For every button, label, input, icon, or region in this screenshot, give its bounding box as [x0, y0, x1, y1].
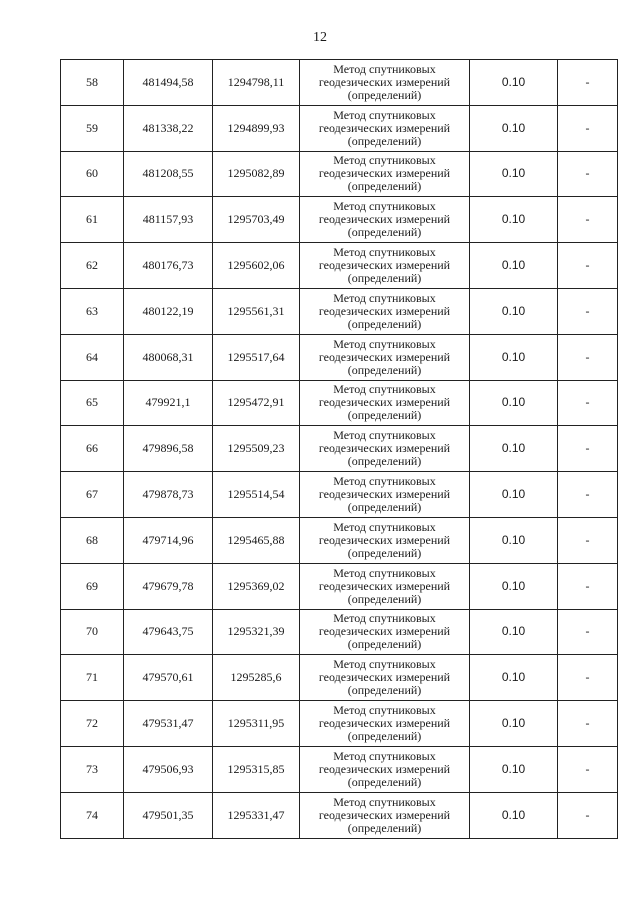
- y-coordinate-cell: 1295311,95: [213, 701, 300, 747]
- extra-cell: -: [558, 701, 618, 747]
- y-coordinate-cell: 1295509,23: [213, 426, 300, 472]
- extra-cell: -: [558, 609, 618, 655]
- method-line: (определений): [347, 454, 422, 469]
- method-cell: [300, 288, 470, 334]
- method-line: (определений): [347, 271, 422, 286]
- table-row: [61, 701, 618, 747]
- method-line: Метод спутниковых: [333, 474, 436, 489]
- method-cell: [300, 517, 470, 563]
- method-line: геодезических измерений: [318, 74, 451, 89]
- extra-cell: -: [558, 517, 618, 563]
- accuracy-cell: 0.10: [470, 105, 558, 151]
- point-number-cell: 64: [61, 334, 124, 380]
- table-row: [61, 655, 618, 701]
- x-coordinate-cell: 480176,73: [124, 243, 213, 289]
- extra-cell: -: [558, 60, 618, 106]
- method-line: (определений): [347, 774, 422, 789]
- method-line: Метод спутниковых: [333, 748, 436, 763]
- table-row: [61, 105, 618, 151]
- x-coordinate-cell: 481208,55: [124, 151, 213, 197]
- method-line: геодезических измерений: [318, 807, 451, 822]
- point-number-cell: 69: [61, 563, 124, 609]
- method-line: (определений): [347, 729, 422, 744]
- y-coordinate-cell: 1295602,06: [213, 243, 300, 289]
- method-line: Метод спутниковых: [333, 611, 436, 626]
- y-coordinate-cell: 1295331,47: [213, 792, 300, 838]
- point-number-cell: 58: [61, 60, 124, 106]
- coordinates-table-body: [61, 60, 618, 839]
- method-line: (определений): [347, 683, 422, 698]
- accuracy-cell: 0.10: [470, 701, 558, 747]
- method-line: (определений): [347, 87, 422, 102]
- accuracy-cell: 0.10: [470, 334, 558, 380]
- table-row: [61, 746, 618, 792]
- point-number-cell: 72: [61, 701, 124, 747]
- method-cell: [300, 792, 470, 838]
- table-row: [61, 380, 618, 426]
- method-line: (определений): [347, 591, 422, 606]
- table-row: [61, 60, 618, 106]
- method-line: (определений): [347, 408, 422, 423]
- accuracy-cell: 0.10: [470, 60, 558, 106]
- y-coordinate-cell: 1295315,85: [213, 746, 300, 792]
- point-number-cell: 66: [61, 426, 124, 472]
- x-coordinate-cell: 481494,58: [124, 60, 213, 106]
- method-line: Метод спутниковых: [333, 382, 436, 397]
- point-number-cell: 61: [61, 197, 124, 243]
- x-coordinate-cell: 480068,31: [124, 334, 213, 380]
- method-cell: [300, 472, 470, 518]
- point-number-cell: 59: [61, 105, 124, 151]
- table-row: [61, 563, 618, 609]
- method-line: (определений): [347, 225, 422, 240]
- method-line: геодезических измерений: [318, 441, 451, 456]
- accuracy-cell: 0.10: [470, 609, 558, 655]
- extra-cell: -: [558, 151, 618, 197]
- point-number-cell: 60: [61, 151, 124, 197]
- accuracy-cell: 0.10: [470, 288, 558, 334]
- method-line: геодезических измерений: [318, 258, 451, 273]
- method-line: геодезических измерений: [318, 303, 451, 318]
- extra-cell: -: [558, 426, 618, 472]
- accuracy-cell: 0.10: [470, 792, 558, 838]
- extra-cell: -: [558, 334, 618, 380]
- table-row: [61, 288, 618, 334]
- y-coordinate-cell: 1295561,31: [213, 288, 300, 334]
- table-row: [61, 151, 618, 197]
- y-coordinate-cell: 1295514,54: [213, 472, 300, 518]
- method-line: геодезических измерений: [318, 212, 451, 227]
- x-coordinate-cell: 479501,35: [124, 792, 213, 838]
- table-row: [61, 517, 618, 563]
- method-line: геодезических измерений: [318, 670, 451, 685]
- method-line: Метод спутниковых: [333, 61, 436, 76]
- y-coordinate-cell: 1295703,49: [213, 197, 300, 243]
- y-coordinate-cell: 1295369,02: [213, 563, 300, 609]
- method-line: геодезических измерений: [318, 716, 451, 731]
- method-line: Метод спутниковых: [333, 245, 436, 260]
- method-cell: [300, 426, 470, 472]
- method-line: геодезических измерений: [318, 624, 451, 639]
- method-cell: [300, 151, 470, 197]
- method-line: (определений): [347, 637, 422, 652]
- method-line: Метод спутниковых: [333, 519, 436, 534]
- x-coordinate-cell: 479570,61: [124, 655, 213, 701]
- extra-cell: -: [558, 655, 618, 701]
- accuracy-cell: 0.10: [470, 197, 558, 243]
- extra-cell: -: [558, 746, 618, 792]
- x-coordinate-cell: 479643,75: [124, 609, 213, 655]
- accuracy-cell: 0.10: [470, 563, 558, 609]
- extra-cell: -: [558, 792, 618, 838]
- table-row: [61, 426, 618, 472]
- method-cell: [300, 197, 470, 243]
- method-line: (определений): [347, 362, 422, 377]
- accuracy-cell: 0.10: [470, 380, 558, 426]
- point-number-cell: 65: [61, 380, 124, 426]
- table-row: [61, 609, 618, 655]
- method-line: (определений): [347, 820, 422, 835]
- accuracy-cell: 0.10: [470, 655, 558, 701]
- method-line: геодезических измерений: [318, 395, 451, 410]
- accuracy-cell: 0.10: [470, 472, 558, 518]
- method-line: (определений): [347, 179, 422, 194]
- x-coordinate-cell: 479506,93: [124, 746, 213, 792]
- y-coordinate-cell: 1294899,93: [213, 105, 300, 151]
- point-number-cell: 71: [61, 655, 124, 701]
- method-line: геодезических измерений: [318, 532, 451, 547]
- point-number-cell: 70: [61, 609, 124, 655]
- method-line: Метод спутниковых: [333, 565, 436, 580]
- method-cell: [300, 563, 470, 609]
- point-number-cell: 73: [61, 746, 124, 792]
- accuracy-cell: 0.10: [470, 426, 558, 472]
- extra-cell: -: [558, 197, 618, 243]
- point-number-cell: 63: [61, 288, 124, 334]
- method-cell: [300, 60, 470, 106]
- method-line: (определений): [347, 316, 422, 331]
- x-coordinate-cell: 479896,58: [124, 426, 213, 472]
- method-line: геодезических измерений: [318, 761, 451, 776]
- x-coordinate-cell: 480122,19: [124, 288, 213, 334]
- method-cell: [300, 243, 470, 289]
- method-line: (определений): [347, 545, 422, 560]
- method-line: геодезических измерений: [318, 487, 451, 502]
- method-line: геодезических измерений: [318, 349, 451, 364]
- x-coordinate-cell: 481157,93: [124, 197, 213, 243]
- method-line: (определений): [347, 500, 422, 515]
- page-number: 12: [313, 30, 327, 45]
- method-line: Метод спутниковых: [333, 107, 436, 122]
- method-line: Метод спутниковых: [333, 794, 436, 809]
- method-cell: [300, 746, 470, 792]
- extra-cell: -: [558, 472, 618, 518]
- method-line: Метод спутниковых: [333, 199, 436, 214]
- method-line: геодезических измерений: [318, 120, 451, 135]
- extra-cell: -: [558, 563, 618, 609]
- method-line: Метод спутниковых: [333, 153, 436, 168]
- x-coordinate-cell: 479714,96: [124, 517, 213, 563]
- method-line: Метод спутниковых: [333, 336, 436, 351]
- method-cell: [300, 380, 470, 426]
- y-coordinate-cell: 1295082,89: [213, 151, 300, 197]
- table-row: [61, 334, 618, 380]
- y-coordinate-cell: 1295321,39: [213, 609, 300, 655]
- extra-cell: -: [558, 105, 618, 151]
- method-line: (определений): [347, 133, 422, 148]
- x-coordinate-cell: 479921,1: [124, 380, 213, 426]
- table-row: [61, 197, 618, 243]
- table-row: [61, 243, 618, 289]
- extra-cell: -: [558, 288, 618, 334]
- coordinates-table: [60, 59, 618, 839]
- method-cell: [300, 655, 470, 701]
- y-coordinate-cell: 1295472,91: [213, 380, 300, 426]
- point-number-cell: 62: [61, 243, 124, 289]
- point-number-cell: 67: [61, 472, 124, 518]
- method-cell: [300, 334, 470, 380]
- method-cell: [300, 105, 470, 151]
- x-coordinate-cell: 481338,22: [124, 105, 213, 151]
- x-coordinate-cell: 479878,73: [124, 472, 213, 518]
- method-cell: [300, 701, 470, 747]
- method-line: Метод спутниковых: [333, 703, 436, 718]
- accuracy-cell: 0.10: [470, 151, 558, 197]
- x-coordinate-cell: 479679,78: [124, 563, 213, 609]
- table-row: [61, 472, 618, 518]
- method-line: геодезических измерений: [318, 578, 451, 593]
- method-line: Метод спутниковых: [333, 290, 436, 305]
- y-coordinate-cell: 1295285,6: [213, 655, 300, 701]
- accuracy-cell: 0.10: [470, 517, 558, 563]
- x-coordinate-cell: 479531,47: [124, 701, 213, 747]
- method-cell: [300, 609, 470, 655]
- extra-cell: -: [558, 380, 618, 426]
- point-number-cell: 74: [61, 792, 124, 838]
- method-line: Метод спутниковых: [333, 657, 436, 672]
- method-line: Метод спутниковых: [333, 428, 436, 443]
- extra-cell: -: [558, 243, 618, 289]
- accuracy-cell: 0.10: [470, 746, 558, 792]
- method-line: геодезических измерений: [318, 166, 451, 181]
- accuracy-cell: 0.10: [470, 243, 558, 289]
- point-number-cell: 68: [61, 517, 124, 563]
- y-coordinate-cell: 1295517,64: [213, 334, 300, 380]
- table-row: [61, 792, 618, 838]
- y-coordinate-cell: 1294798,11: [213, 60, 300, 106]
- y-coordinate-cell: 1295465,88: [213, 517, 300, 563]
